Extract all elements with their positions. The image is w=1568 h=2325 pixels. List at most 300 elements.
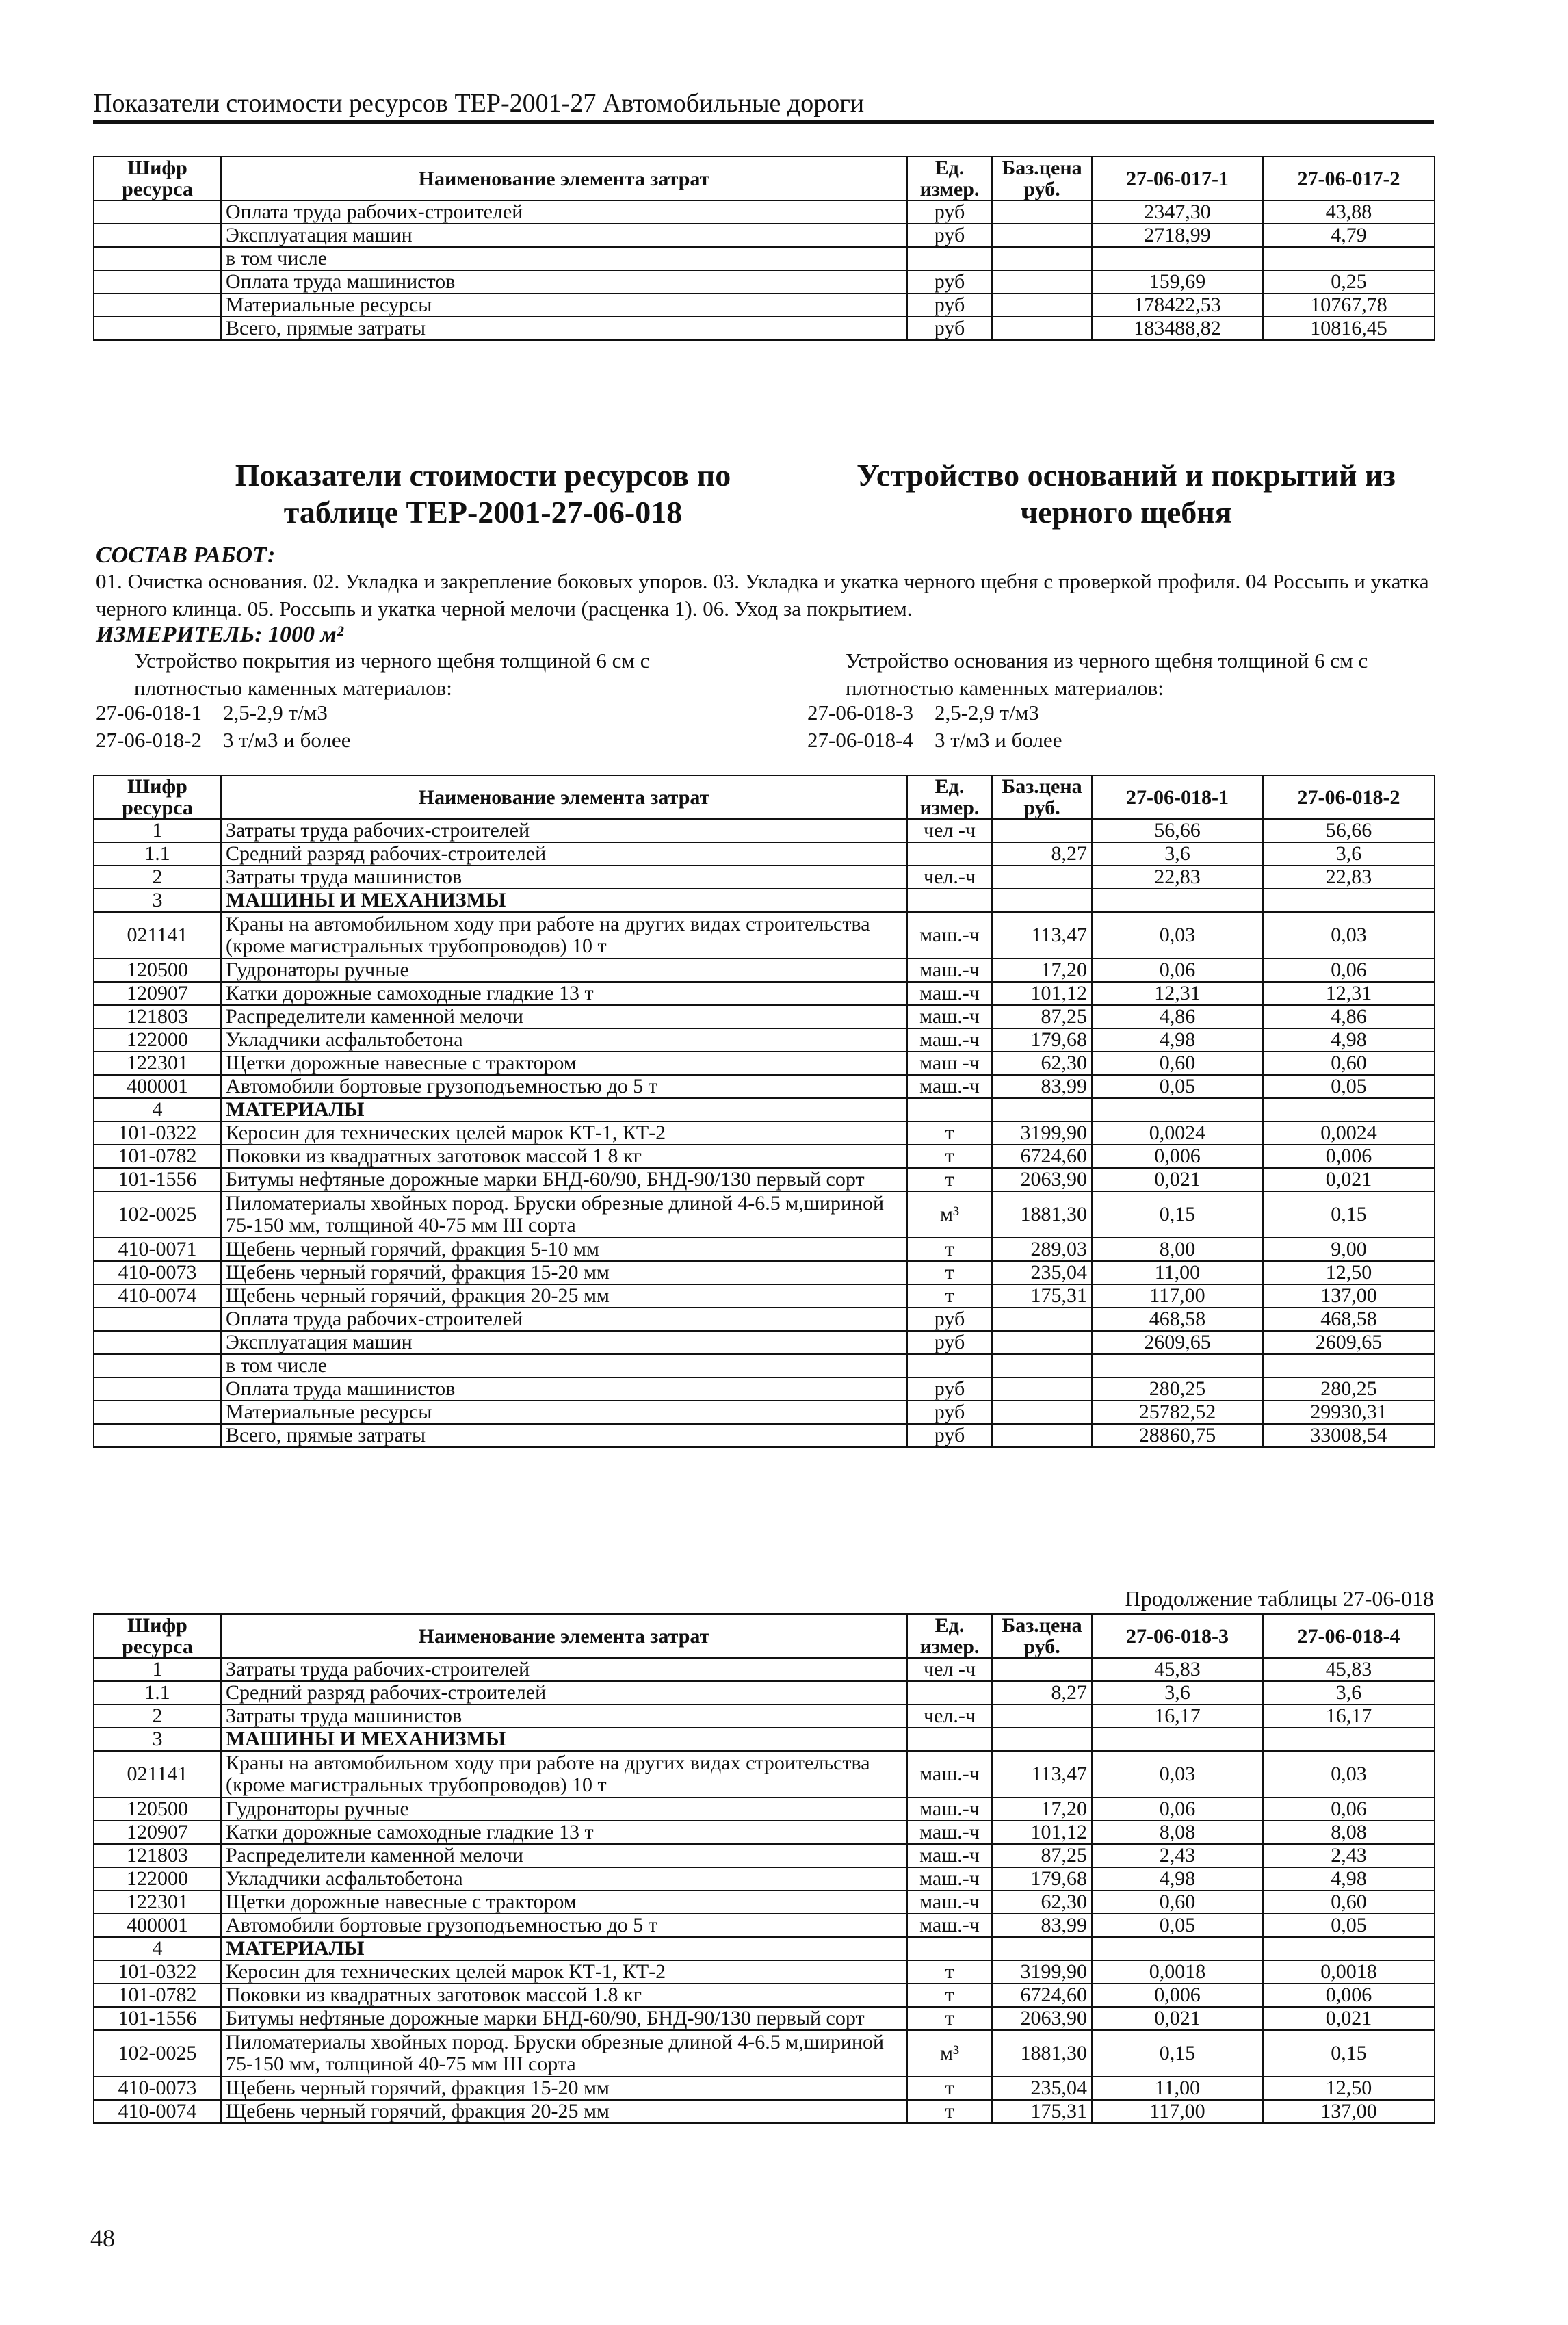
- cell-v1: 0,006: [1092, 1145, 1263, 1168]
- table-row: [94, 1704, 1435, 1728]
- table-row: [94, 1797, 1435, 1821]
- cell-name: Щетки дорожные навесные с трактором: [221, 1052, 907, 1075]
- variant-left-1: [96, 699, 328, 727]
- cell-code: [94, 1424, 221, 1447]
- cell-v2: 0,03: [1263, 1751, 1435, 1797]
- cell-v2: 0,06: [1263, 959, 1435, 982]
- cell-unit: руб: [907, 1308, 992, 1331]
- cell-unit: т: [907, 1168, 992, 1191]
- cell-v2: 0,05: [1263, 1914, 1435, 1937]
- cell-v1: 0,15: [1092, 1191, 1263, 1238]
- cell-v2: 16,17: [1263, 1704, 1435, 1728]
- table-018-a: [93, 775, 1435, 1448]
- cell-unit: руб: [907, 317, 992, 340]
- cell-code: 101-1556: [94, 1168, 221, 1191]
- table-row: [94, 2007, 1435, 2030]
- cell-base: [992, 247, 1092, 270]
- cell-code: 400001: [94, 1075, 221, 1098]
- cell-v1: 0,15: [1092, 2030, 1263, 2077]
- cell-unit: маш.-ч: [907, 1751, 992, 1797]
- cell-unit: [907, 842, 992, 866]
- cell-name: Оплата труда машинистов: [221, 1377, 907, 1401]
- cell-base: [992, 1937, 1092, 1960]
- table-row: [94, 1914, 1435, 1937]
- cell-name: Укладчики асфальтобетона: [221, 1028, 907, 1052]
- table-row: [94, 1891, 1435, 1914]
- cell-unit: руб: [907, 1401, 992, 1424]
- cell-unit: чел -ч: [907, 1658, 992, 1681]
- cell-code: 101-0782: [94, 1984, 221, 2007]
- cell-v1: [1092, 889, 1263, 912]
- cell-v1: [1092, 1354, 1263, 1377]
- cell-base: [992, 1401, 1092, 1424]
- column-header-c2: 27-06-018-2: [1263, 775, 1435, 819]
- cell-code: [94, 1308, 221, 1331]
- cell-code: [94, 1354, 221, 1377]
- variant-code: 27-06-018-1: [96, 701, 202, 725]
- table-row: [94, 317, 1435, 340]
- cell-base: [992, 1424, 1092, 1447]
- column-header-unit: Ед. измер.: [907, 1614, 992, 1658]
- cell-unit: руб: [907, 200, 992, 224]
- cell-base: 1881,30: [992, 2030, 1092, 2077]
- cell-v1: 16,17: [1092, 1704, 1263, 1728]
- cell-code: 120907: [94, 982, 221, 1005]
- cell-name: Гудронаторы ручные: [221, 1797, 907, 1821]
- table-row: [94, 1168, 1435, 1191]
- works-text: 01. Очистка основания. 02. Укладка и закрепление боковых упоров. 03. Укладка и укатка черного щебня с проверкой профиля. 04 Россыпь и укатка черного клинца. 05. Россыпь и укатка черной мелочи (расценка 1). 06. Уход за покрытием.: [96, 569, 1429, 621]
- cell-v1: 0,0018: [1092, 1960, 1263, 1984]
- table-row: [94, 224, 1435, 247]
- cell-code: 101-0322: [94, 1121, 221, 1145]
- cell-code: 120907: [94, 1821, 221, 1844]
- table-row: [94, 294, 1435, 317]
- cell-unit: руб: [907, 224, 992, 247]
- cell-name: Щебень черный горячий, фракция 5-10 мм: [221, 1238, 907, 1261]
- variant-value: 2,5-2,9 т/м3: [222, 701, 328, 725]
- table-row: [94, 1145, 1435, 1168]
- cell-name: Всего, прямые затраты: [221, 1424, 907, 1447]
- cell-v1: 117,00: [1092, 1284, 1263, 1308]
- cell-code: 410-0074: [94, 1284, 221, 1308]
- cell-code: 122301: [94, 1052, 221, 1075]
- cell-base: [992, 224, 1092, 247]
- cell-name: в том числе: [221, 1354, 907, 1377]
- cell-v2: 137,00: [1263, 2100, 1435, 2123]
- variant-right-1: [807, 699, 1039, 727]
- table-row: [94, 200, 1435, 224]
- cell-base: [992, 1354, 1092, 1377]
- cell-base: 113,47: [992, 1751, 1092, 1797]
- cell-v2: 0,60: [1263, 1052, 1435, 1075]
- cell-unit: т: [907, 1284, 992, 1308]
- cell-base: [992, 200, 1092, 224]
- cell-v1: 117,00: [1092, 2100, 1263, 2123]
- cell-v1: 0,60: [1092, 1891, 1263, 1914]
- cell-name: МАТЕРИАЛЫ: [221, 1098, 907, 1121]
- cell-code: 101-0782: [94, 1145, 221, 1168]
- table-row: [94, 1191, 1435, 1238]
- cell-v2: 10767,78: [1263, 294, 1435, 317]
- cell-code: 122301: [94, 1891, 221, 1914]
- cell-v2: 0,021: [1263, 2007, 1435, 2030]
- column-header-c2: 27-06-018-4: [1263, 1614, 1435, 1658]
- cell-code: [94, 1331, 221, 1354]
- cell-name: Керосин для технических целей марок КТ-1, КТ-2: [221, 1960, 907, 1984]
- cell-base: 2063,90: [992, 2007, 1092, 2030]
- cell-v2: 4,98: [1263, 1028, 1435, 1052]
- cell-v1: 28860,75: [1092, 1424, 1263, 1447]
- cell-unit: т: [907, 1238, 992, 1261]
- cell-name: Катки дорожные самоходные гладкие 13 т: [221, 1821, 907, 1844]
- cell-name: Средний разряд рабочих-строителей: [221, 842, 907, 866]
- cell-code: 410-0073: [94, 1261, 221, 1284]
- cell-v2: 2609,65: [1263, 1331, 1435, 1354]
- column-header-c1: 27-06-018-3: [1092, 1614, 1263, 1658]
- cell-name: Оплата труда рабочих-строителей: [221, 200, 907, 224]
- cell-code: 1: [94, 1658, 221, 1681]
- cell-v1: 11,00: [1092, 2077, 1263, 2100]
- cell-code: 021141: [94, 912, 221, 959]
- cell-v2: [1263, 889, 1435, 912]
- cell-v2: 33008,54: [1263, 1424, 1435, 1447]
- cell-v2: 137,00: [1263, 1284, 1435, 1308]
- column-header-base: Баз.цена руб.: [992, 157, 1092, 200]
- cell-unit: маш.-ч: [907, 1914, 992, 1937]
- table-header-row: [94, 157, 1435, 200]
- table-row: [94, 1284, 1435, 1308]
- cell-name: Эксплуатация машин: [221, 224, 907, 247]
- variant-value: 2,5-2,9 т/м3: [934, 701, 1039, 725]
- cell-code: 1.1: [94, 1681, 221, 1704]
- cell-unit: т: [907, 1145, 992, 1168]
- cell-base: 179,68: [992, 1867, 1092, 1891]
- cell-v1: 0,05: [1092, 1914, 1263, 1937]
- cell-base: 62,30: [992, 1891, 1092, 1914]
- cell-v1: 2609,65: [1092, 1331, 1263, 1354]
- cell-v1: 0,06: [1092, 1797, 1263, 1821]
- cell-code: 121803: [94, 1005, 221, 1028]
- cell-v1: 56,66: [1092, 819, 1263, 842]
- cell-v2: 12,50: [1263, 1261, 1435, 1284]
- table-row: [94, 842, 1435, 866]
- cell-name: Автомобили бортовые грузоподъемностью до 5 т: [221, 1075, 907, 1098]
- cell-name: Щебень черный горячий, фракция 15-20 мм: [221, 2077, 907, 2100]
- cell-name: Катки дорожные самоходные гладкие 13 т: [221, 982, 907, 1005]
- cell-v1: 3,6: [1092, 1681, 1263, 1704]
- table-row: [94, 2100, 1435, 2123]
- cell-name: Затраты труда машинистов: [221, 1704, 907, 1728]
- cell-unit: [907, 889, 992, 912]
- cell-v1: 0,60: [1092, 1052, 1263, 1075]
- column-header-base: Баз.цена руб.: [992, 1614, 1092, 1658]
- cell-v1: 280,25: [1092, 1377, 1263, 1401]
- cell-base: 101,12: [992, 1821, 1092, 1844]
- cell-base: 113,47: [992, 912, 1092, 959]
- cell-unit: чел.-ч: [907, 1704, 992, 1728]
- table-017: [93, 156, 1435, 341]
- cell-code: [94, 317, 221, 340]
- cell-name: Распределители каменной мелочи: [221, 1005, 907, 1028]
- table-row: [94, 1751, 1435, 1797]
- cell-name: Эксплуатация машин: [221, 1331, 907, 1354]
- table-row: [94, 1261, 1435, 1284]
- table-row: [94, 247, 1435, 270]
- column-header-code: Шифр ресурса: [94, 775, 221, 819]
- column-header-c1: 27-06-018-1: [1092, 775, 1263, 819]
- table-row: [94, 1331, 1435, 1354]
- column-header-name: Наименование элемента затрат: [221, 1614, 907, 1658]
- cell-v2: 56,66: [1263, 819, 1435, 842]
- cell-base: [992, 317, 1092, 340]
- section-titles: [93, 457, 1434, 539]
- cell-base: 235,04: [992, 1261, 1092, 1284]
- table-018-b: [93, 1613, 1435, 2124]
- table-row: [94, 1401, 1435, 1424]
- cell-v2: 0,06: [1263, 1797, 1435, 1821]
- cell-unit: маш.-ч: [907, 1028, 992, 1052]
- cell-code: 121803: [94, 1844, 221, 1867]
- cell-code: 120500: [94, 1797, 221, 1821]
- cell-unit: м³: [907, 2030, 992, 2077]
- cell-v2: 3,6: [1263, 842, 1435, 866]
- cell-code: 102-0025: [94, 2030, 221, 2077]
- column-header-code: Шифр ресурса: [94, 157, 221, 200]
- column-header-code: Шифр ресурса: [94, 1614, 221, 1658]
- cell-code: [94, 224, 221, 247]
- cell-name: Гудронаторы ручные: [221, 959, 907, 982]
- cell-name: МАТЕРИАЛЫ: [221, 1937, 907, 1960]
- cell-code: 122000: [94, 1028, 221, 1052]
- desc-left: Устройство покрытия из черного щебня толщиной 6 см с плотностью каменных материалов:: [134, 649, 650, 700]
- table-row: [94, 1075, 1435, 1098]
- cell-v1: [1092, 1098, 1263, 1121]
- cell-v2: 0,0024: [1263, 1121, 1435, 1145]
- cell-base: [992, 1331, 1092, 1354]
- cell-code: 3: [94, 889, 221, 912]
- cell-v1: 4,98: [1092, 1867, 1263, 1891]
- cell-v2: 0,0018: [1263, 1960, 1435, 1984]
- cell-v1: 25782,52: [1092, 1401, 1263, 1424]
- table-row: [94, 1821, 1435, 1844]
- cell-base: 1881,30: [992, 1191, 1092, 1238]
- cell-name: Пиломатериалы хвойных пород. Бруски обрезные длиной 4-6.5 м,шириной 75-150 мм, толщиной 40-75 мм III сорта: [221, 2030, 907, 2077]
- cell-base: 6724,60: [992, 1984, 1092, 2007]
- cell-unit: [907, 1728, 992, 1751]
- cell-v2: 468,58: [1263, 1308, 1435, 1331]
- section-subtitle: Устройство оснований и покрытий из черного щебня: [857, 458, 1396, 530]
- cell-code: 120500: [94, 959, 221, 982]
- cell-name: МАШИНЫ И МЕХАНИЗМЫ: [221, 889, 907, 912]
- cell-v1: 4,86: [1092, 1005, 1263, 1028]
- cell-base: 3199,90: [992, 1960, 1092, 1984]
- cell-unit: маш.-ч: [907, 912, 992, 959]
- table-row: [94, 982, 1435, 1005]
- cell-base: [992, 294, 1092, 317]
- cell-base: [992, 1658, 1092, 1681]
- cell-v1: 22,83: [1092, 866, 1263, 889]
- cell-name: Материальные ресурсы: [221, 1401, 907, 1424]
- table-row: [94, 912, 1435, 959]
- cell-base: [992, 1098, 1092, 1121]
- cell-v2: 0,006: [1263, 1984, 1435, 2007]
- cell-unit: т: [907, 1984, 992, 2007]
- cell-base: [992, 1308, 1092, 1331]
- variant-code: 27-06-018-3: [807, 701, 913, 725]
- cell-base: 3199,90: [992, 1121, 1092, 1145]
- cell-code: 410-0073: [94, 2077, 221, 2100]
- cell-base: [992, 819, 1092, 842]
- cell-v2: [1263, 1098, 1435, 1121]
- cell-v2: [1263, 1937, 1435, 1960]
- page-title: Показатели стоимости ресурсов по таблице ТЕР-2001-27-06-018: [235, 458, 731, 530]
- cell-v2: 3,6: [1263, 1681, 1435, 1704]
- table-row: [94, 1052, 1435, 1075]
- cell-unit: т: [907, 1261, 992, 1284]
- cell-base: 62,30: [992, 1052, 1092, 1075]
- cell-name: Затраты труда рабочих-строителей: [221, 1658, 907, 1681]
- cell-v2: 12,31: [1263, 982, 1435, 1005]
- table-row: [94, 1028, 1435, 1052]
- cell-code: 4: [94, 1098, 221, 1121]
- table-header-row: [94, 775, 1435, 819]
- cell-code: 122000: [94, 1867, 221, 1891]
- cell-base: 175,31: [992, 1284, 1092, 1308]
- cell-code: [94, 200, 221, 224]
- cell-code: [94, 247, 221, 270]
- cell-name: Краны на автомобильном ходу при работе на других видах строительства (кроме магистральных трубопроводов) 10 т: [221, 912, 907, 959]
- cell-unit: маш.-ч: [907, 959, 992, 982]
- cell-unit: т: [907, 2077, 992, 2100]
- cell-v1: 12,31: [1092, 982, 1263, 1005]
- cell-v2: 0,006: [1263, 1145, 1435, 1168]
- column-header-name: Наименование элемента затрат: [221, 775, 907, 819]
- column-header-c1: 27-06-017-1: [1092, 157, 1263, 200]
- cell-unit: руб: [907, 294, 992, 317]
- cell-name: Затраты труда машинистов: [221, 866, 907, 889]
- cell-v2: 280,25: [1263, 1377, 1435, 1401]
- table-row: [94, 1354, 1435, 1377]
- variant-right-2: [807, 727, 1062, 754]
- cell-unit: маш.-ч: [907, 1821, 992, 1844]
- cell-v2: 8,08: [1263, 1821, 1435, 1844]
- cell-unit: [907, 1681, 992, 1704]
- cell-unit: маш.-ч: [907, 1867, 992, 1891]
- cell-v2: [1263, 1728, 1435, 1751]
- table-row: [94, 1238, 1435, 1261]
- cell-v2: 4,98: [1263, 1867, 1435, 1891]
- cell-unit: [907, 247, 992, 270]
- cell-code: 410-0074: [94, 2100, 221, 2123]
- table-row: [94, 270, 1435, 294]
- cell-base: [992, 889, 1092, 912]
- cell-name: Поковки из квадратных заготовок массой 1.8 кг: [221, 1984, 907, 2007]
- cell-base: [992, 866, 1092, 889]
- variant-value: 3 т/м3 и более: [222, 728, 351, 752]
- table-row: [94, 1377, 1435, 1401]
- cell-v1: 0,05: [1092, 1075, 1263, 1098]
- cell-v1: 159,69: [1092, 270, 1263, 294]
- cell-v1: 2347,30: [1092, 200, 1263, 224]
- cell-v1: 0,03: [1092, 1751, 1263, 1797]
- cell-code: 1: [94, 819, 221, 842]
- cell-code: [94, 294, 221, 317]
- cell-v1: 0,06: [1092, 959, 1263, 982]
- cell-name: Керосин для технических целей марок КТ-1, КТ-2: [221, 1121, 907, 1145]
- cell-unit: т: [907, 2100, 992, 2123]
- cell-name: Оплата труда рабочих-строителей: [221, 1308, 907, 1331]
- table-row: [94, 1681, 1435, 1704]
- cell-base: [992, 1728, 1092, 1751]
- cell-name: Битумы нефтяные дорожные марки БНД-60/90, БНД-90/130 первый сорт: [221, 2007, 907, 2030]
- cell-v1: 2,43: [1092, 1844, 1263, 1867]
- cell-code: 2: [94, 866, 221, 889]
- cell-unit: руб: [907, 1331, 992, 1354]
- column-header-c2: 27-06-017-2: [1263, 157, 1435, 200]
- cell-v2: 29930,31: [1263, 1401, 1435, 1424]
- cell-base: 87,25: [992, 1844, 1092, 1867]
- cell-code: 1.1: [94, 842, 221, 866]
- table-row: [94, 1424, 1435, 1447]
- table-row: [94, 1984, 1435, 2007]
- cell-code: 101-0322: [94, 1960, 221, 1984]
- cell-code: 400001: [94, 1914, 221, 1937]
- cell-name: Краны на автомобильном ходу при работе на других видах строительства (кроме магистральных трубопроводов) 10 т: [221, 1751, 907, 1797]
- cell-unit: т: [907, 1121, 992, 1145]
- variant-value: 3 т/м3 и более: [934, 728, 1062, 752]
- cell-base: 8,27: [992, 842, 1092, 866]
- meter-label: ИЗМЕРИТЕЛЬ: 1000 м²: [96, 622, 343, 647]
- cell-unit: чел -ч: [907, 819, 992, 842]
- cell-unit: руб: [907, 270, 992, 294]
- running-header: Показатели стоимости ресурсов ТЕР-2001-27 Автомобильные дороги: [93, 88, 1434, 124]
- table-row: [94, 1658, 1435, 1681]
- cell-v2: 2,43: [1263, 1844, 1435, 1867]
- cell-v2: 0,15: [1263, 2030, 1435, 2077]
- cell-v2: 4,86: [1263, 1005, 1435, 1028]
- cell-base: 6724,60: [992, 1145, 1092, 1168]
- cell-v2: 22,83: [1263, 866, 1435, 889]
- cell-name: Всего, прямые затраты: [221, 317, 907, 340]
- cell-v1: [1092, 1728, 1263, 1751]
- cell-unit: чел.-ч: [907, 866, 992, 889]
- table-row: [94, 1844, 1435, 1867]
- cell-v1: 178422,53: [1092, 294, 1263, 317]
- variant-code: 27-06-018-2: [96, 728, 202, 752]
- table-row: [94, 1960, 1435, 1984]
- variant-code: 27-06-018-4: [807, 728, 913, 752]
- cell-v2: 45,83: [1263, 1658, 1435, 1681]
- cell-v1: 11,00: [1092, 1261, 1263, 1284]
- cell-name: Поковки из квадратных заготовок массой 1 8 кг: [221, 1145, 907, 1168]
- cell-v1: 0,021: [1092, 1168, 1263, 1191]
- desc-right: Устройство основания из черного щебня толщиной 6 см с плотностью каменных материалов:: [846, 649, 1368, 700]
- cell-name: Автомобили бортовые грузоподъемностью до 5 т: [221, 1914, 907, 1937]
- table-header-row: [94, 1614, 1435, 1658]
- cell-v2: 9,00: [1263, 1238, 1435, 1261]
- cell-v2: 0,05: [1263, 1075, 1435, 1098]
- cell-v2: 0,15: [1263, 1191, 1435, 1238]
- cell-base: [992, 1704, 1092, 1728]
- table-row: [94, 889, 1435, 912]
- cell-name: Пиломатериалы хвойных пород. Бруски обрезные длиной 4-6.5 м,шириной 75-150 мм, толщиной 40-75 мм III сорта: [221, 1191, 907, 1238]
- table-row: [94, 866, 1435, 889]
- cell-name: Распределители каменной мелочи: [221, 1844, 907, 1867]
- table-row: [94, 1005, 1435, 1028]
- cell-code: 102-0025: [94, 1191, 221, 1238]
- cell-v1: 4,98: [1092, 1028, 1263, 1052]
- cell-base: 17,20: [992, 959, 1092, 982]
